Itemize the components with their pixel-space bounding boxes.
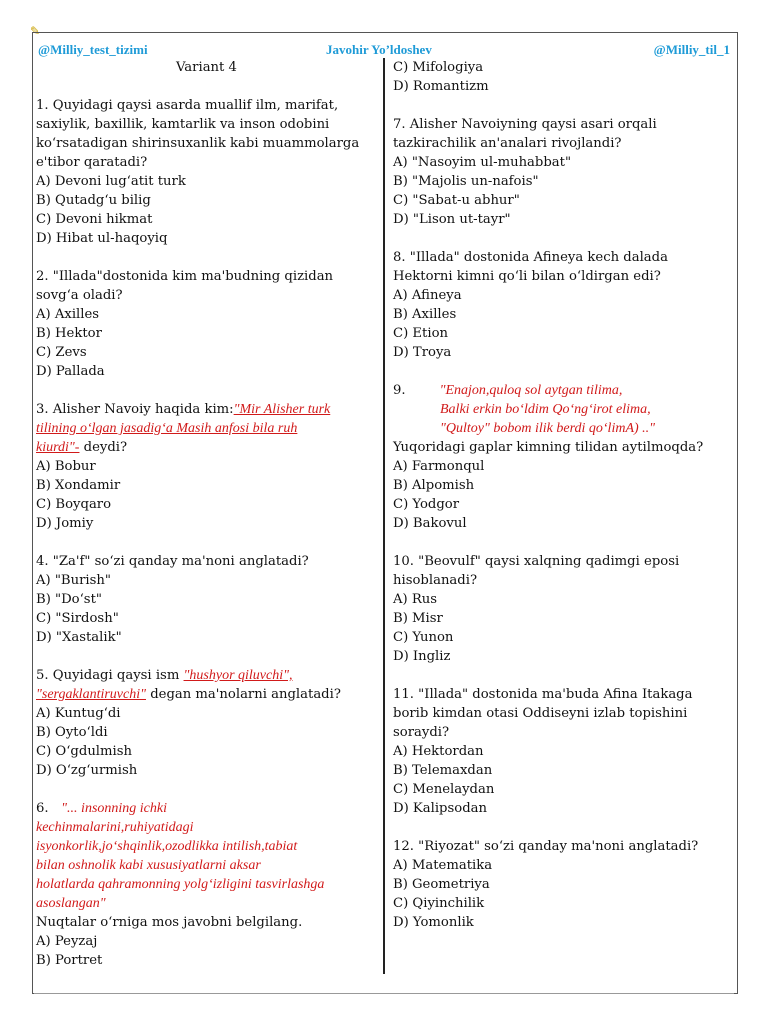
question-12: [393, 837, 733, 932]
question-10: [393, 552, 733, 666]
bottom-rule: [34, 993, 734, 994]
answer-option: B) Hektor: [36, 326, 102, 341]
question-4: [36, 552, 376, 647]
answer-option: C) Devoni hikmat: [36, 212, 153, 227]
answer-option: B) Axilles: [393, 307, 457, 322]
answer-option: A) Bobur: [36, 459, 96, 474]
answer-option: A) "Nasoyim ul-muhabbat": [393, 155, 572, 170]
answer-option: C) Qiyinchilik: [393, 896, 485, 911]
answer-option: A) Rus: [393, 592, 438, 607]
question-text: sovg‘a oladi?: [36, 288, 123, 303]
question-1: [36, 96, 376, 248]
answer-option: A) Farmonqul: [393, 459, 485, 474]
quote-text: "Qultoy" bobom ilik berdi qo‘limA) ..": [440, 421, 656, 436]
answer-option: C) O‘gdulmish: [36, 744, 133, 759]
variant-title: Variant 4: [176, 60, 237, 75]
answer-option: B) Portret: [36, 953, 103, 968]
question-text: 1. Quyidagi qaysi asarda muallif ilm, marifat,: [36, 98, 339, 113]
answer-option: D) "Lison ut-tayr": [393, 212, 511, 227]
question-text: 10. "Beovulf" qaysi xalqning qadimgi eposi: [393, 554, 680, 569]
answer-option: D) Bakovul: [393, 516, 467, 531]
answer-option: B) Qutadg‘u bilig: [36, 193, 151, 208]
answer-option: A) Devoni lug‘atit turk: [36, 174, 186, 189]
answer-option: B) Geometriya: [393, 877, 490, 892]
answer-option: C) "Sirdosh": [36, 611, 119, 626]
answer-option: C) Boyqaro: [36, 497, 112, 512]
quote-text: isyonkorlik,jo‘shqinlik,ozodlikka intilish,tabiat: [36, 839, 298, 854]
corner-pin-icon: ✎: [30, 24, 41, 38]
answer-option: B) Telemaxdan: [393, 763, 493, 778]
question-text: [36, 400, 376, 419]
answer-option: C) Yunon: [393, 630, 454, 645]
quote-text: "sergaklantiruvchi": [36, 687, 146, 702]
question-text: e'tibor qaratadi?: [36, 155, 148, 170]
question-text: borib kimdan otasi Oddiseyni izlab topishini: [393, 706, 688, 721]
question-7: [393, 115, 733, 229]
question-6: [36, 799, 376, 970]
question-suffix: degan ma'nolarni anglatadi?: [146, 687, 341, 702]
question-text: ko‘rsatadigan shirinsuxanlik kabi muammolarga: [36, 136, 360, 151]
question-text: Hektorni kimni qo‘li bilan o‘ldirgan edi?: [393, 269, 661, 284]
quote-text: Balki erkin bo‘ldim Qo‘ng‘irot elima,: [440, 402, 651, 417]
answer-option: D) "Xastalik": [36, 630, 122, 645]
question-text: [36, 438, 376, 457]
left-column: [36, 58, 376, 970]
question-9: [393, 381, 733, 533]
answer-option: A) Axilles: [36, 307, 100, 322]
answer-option: A) Matematika: [393, 858, 493, 873]
question-text: tazkirachilik an'analari rivojlandi?: [393, 136, 622, 151]
question-number: 6.: [36, 801, 49, 816]
answer-option: B) "Majolis un-nafois": [393, 174, 539, 189]
question-suffix: deydi?: [79, 440, 128, 455]
column-divider: [383, 58, 385, 974]
answer-option: B) "Do‘st": [36, 592, 102, 607]
answer-option: D) Kalipsodan: [393, 801, 488, 816]
question-text: Nuqtalar o‘rniga mos javobni belgilang.: [36, 915, 303, 930]
answer-option: A) "Burish": [36, 573, 111, 588]
question-text: 11. "Illada" dostonida ma'buda Afina Itakaga: [393, 687, 693, 702]
answer-option: C) Zevs: [36, 345, 87, 360]
question-5: [36, 666, 376, 780]
answer-option: D) Pallada: [36, 364, 105, 379]
question-text: saxiylik, baxillik, kamtarlik va inson odobini: [36, 117, 330, 132]
question-text: 12. "Riyozat" so‘zi qanday ma'noni anglatadi?: [393, 839, 699, 854]
question-text: [36, 685, 376, 704]
answer-option: C) Menelaydan: [393, 782, 495, 797]
question-text: soraydi?: [393, 725, 450, 740]
answer-option: A) Kuntug‘di: [36, 706, 121, 721]
quote-text: "Enajon,quloq sol aytgan tilima,: [439, 383, 623, 398]
question-text: [36, 799, 376, 818]
quote-text: kiurdi"-: [36, 440, 80, 455]
question-text: [36, 666, 376, 685]
answer-option: D) Jomiy: [36, 516, 94, 531]
answer-option: C) Etion: [393, 326, 449, 341]
answer-option: C) "Sabat-u abhur": [393, 193, 520, 208]
question-2: [36, 267, 376, 381]
answer-option: A) Hektordan: [393, 744, 484, 759]
answer-option: B) Alpomish: [393, 478, 475, 493]
question-text: hisoblanadi?: [393, 573, 478, 588]
question-text: 4. "Za'f" so‘zi qanday ma'noni anglatadi?: [36, 554, 309, 569]
header-right-handle: @Milliy_til_1: [653, 42, 730, 57]
quote-text: "Mir Alisher turk: [233, 402, 331, 417]
answer-option: A) Peyzaj: [36, 934, 98, 949]
answer-option: D) Troya: [393, 345, 452, 360]
answer-option: D) Romantizm: [393, 79, 489, 94]
question-text: Yuqoridagi gaplar kimning tilidan aytilmoqda?: [393, 440, 704, 455]
question-8: [393, 248, 733, 362]
question-text: [393, 381, 733, 400]
right-column: [393, 58, 733, 932]
question-prefix: 5. Quyidagi qaysi ism: [36, 668, 184, 683]
answer-option: B) Xondamir: [36, 478, 121, 493]
answer-option: B) Misr: [393, 611, 443, 626]
quote-text: kechinmalarini,ruhiyatidagi: [36, 820, 194, 835]
answer-option: D) Hibat ul-haqoyiq: [36, 231, 168, 246]
header-author: Javohir Yo’ldoshev: [326, 42, 432, 57]
question-prefix: 3. Alisher Navoiy haqida kim:: [36, 402, 234, 417]
quote-text: "hushyor qiluvchi",: [183, 668, 293, 683]
answer-option: D) Ingliz: [393, 649, 451, 664]
answer-option: D) Yomonlik: [393, 915, 474, 930]
quote-text: holatlarda qahramonning yolg‘izligini tasvirlashga: [36, 877, 325, 892]
question-11: [393, 685, 733, 818]
question-text: 7. Alisher Navoiyning qaysi asari orqali: [393, 117, 657, 132]
answer-option: A) Afineya: [393, 288, 462, 303]
question-text: 2. "Illada"dostonida kim ma'budning qizidan: [36, 269, 334, 284]
quote-text: asoslangan": [36, 896, 106, 911]
question-3: [36, 400, 376, 533]
quote-text: "... insonning ichki: [61, 801, 167, 816]
answer-option: D) O‘zg‘urmish: [36, 763, 138, 778]
answer-option: C) Yodgor: [393, 497, 460, 512]
question-text: 8. "Illada" dostonida Afineya kech dalada: [393, 250, 668, 265]
quote-text: tilining o‘lgan jasadig‘a Masih anfosi bila ruh: [36, 421, 298, 436]
header-left-handle: @Milliy_test_tizimi: [38, 42, 148, 57]
answer-option: B) Oyto‘ldi: [36, 725, 108, 740]
question-text: [36, 419, 376, 438]
answer-option: C) Mifologiya: [393, 60, 484, 75]
quote-text: bilan oshnolik kabi xususiyatlarni aksar: [36, 858, 261, 873]
question-number: 9.: [393, 383, 406, 398]
